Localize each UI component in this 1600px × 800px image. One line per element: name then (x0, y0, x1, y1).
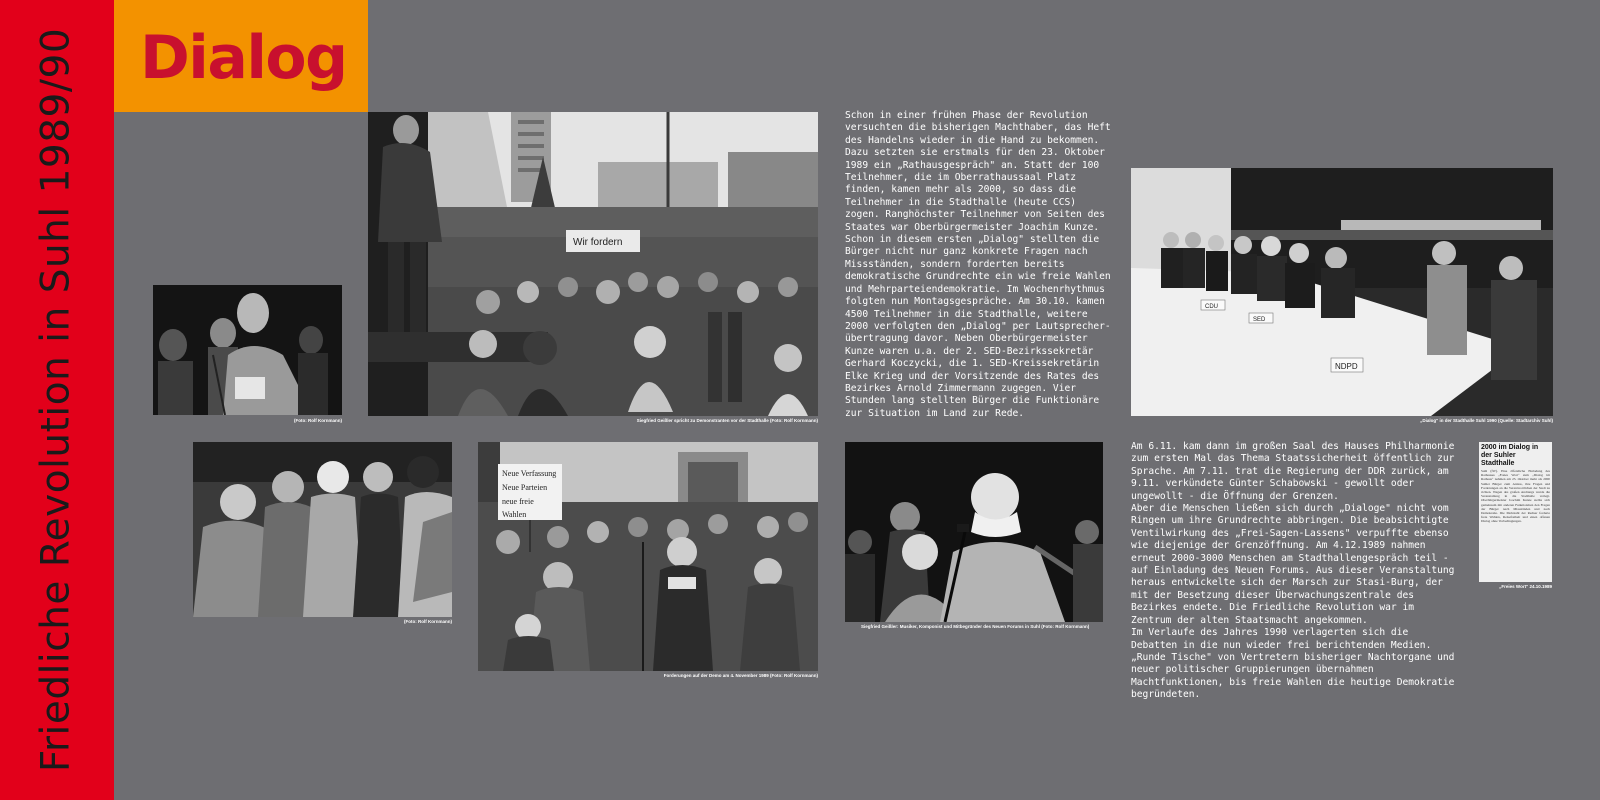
clipping-headline: 2000 im Dialog in der Suhler Stadthalle (1481, 444, 1539, 467)
photo-4-caption: (Foto: Rolf Kornmann) (404, 619, 452, 624)
page-title: Dialog (140, 23, 347, 93)
photo-2-caption: Siegfried Geißler spricht zu Demonstranten vor der Stadthalle (Foto: Rolf Kornmann) (636, 418, 818, 423)
sign-line-2: Neue Parteien (502, 483, 548, 492)
header-box (114, 0, 368, 112)
table-sign-cdu: CDU (1205, 304, 1218, 310)
clipping-source: „Freies Wort" 24.10.1989 (1499, 584, 1552, 589)
table-sign-ndpd: NDPD (1335, 362, 1358, 371)
photo-family-demo (193, 442, 452, 617)
photo-demo-4-november (478, 442, 818, 671)
sign-line-1: Neue Verfassung (502, 469, 557, 478)
text-block-2: Am 6.11. kam dann im großen Saal des Hauses Philharmonie zum ersten Mal das Thema Staatssicherheit öffentlich zur Sprache. Am 7.11. trat die Regierung der DDR zurück, am 9.11. verkündete Günter Schabowski - gewollt oder ungewollt - die Öffnung der Grenzen. Aber die Menschen ließen sich durch „Dialoge" nicht vom Ringen um ihre Grundrechte abbringen. Die beabsichtigte Ventilwirkung des „Frei-Sagen-Lassens" verpuffte ebenso wie diejenige der Grenzöffnung. Am 4.12.1989 nahmen erneut 2000-3000 Menschen am Stadthallengespräch teil - auf Einladung des Neuen Forums. Aus dieser Veranstaltung heraus entwickelte sich der Marsch zur Stasi-Burg, der mit der Besetzung dieser Überwachungszentrale des Bezirkes endete. Die Friedliche Revolution war im Zentrum der alten Staatsmacht angekommen. Im Verlaufe des Jahres 1990 verlagerten sich die Debatten in die nun wieder frei berichtenden Medien. „Runde Tische" von Vertretern bisheriger Nachtorgane und neuer politischer Gruppierungen übernahmen Machtfunktionen, bis freie Wahlen die heutige Demokratie begründeten. (1131, 441, 1455, 701)
photo-6-caption: Siegfried Geißler: Musiker, Komponist und Mitbegründer des Neuen Forums in Suhl (Foto: Rolf Kornmann) (861, 624, 1090, 629)
sign-line-3: neue freie (502, 497, 534, 506)
photo-5-caption: Forderungen auf der Demo am 4. November 1989 (Foto: Rolf Kornmann) (663, 673, 818, 678)
banner-text: Wir fordern (573, 237, 623, 248)
photo-speaker-reading (153, 285, 342, 415)
text-block-1: Schon in einer frühen Phase der Revolution versuchten die bisherigen Machthaber, das Heft des Handelns wieder in die Hand zu bekommen. Dazu setzten sie erstmals für den 23. Oktober 1989 ein „Rathausgespräch" an. Statt der 100 Teilnehmer, die im Oberrathaussaal Platz finden, kamen mehr als 2000, so dass die Teilnehmer in die Stadthalle (heute CCS) zogen. Ranghöchster Teilnehmer von Seiten des Staates war Oberbürgermeister Joachim Kunze. Schon in diesem ersten „Dialog" stellten die Bürger nicht nur ganz konkrete Fragen nach Missständen, sondern forderten bereits demokratische Grundrechte ein wie freie Wahlen und Mehrparteiendemokratie. Im Wochenrhythmus folgten nun Montagsgespräche. Am 30.10. kamen 4500 Teilnehmer in die Stadthalle, weitere 2000 verfolgten den „Dialog" per Lautsprecher- übertragung davor. Neben Oberbürgermeister Kunze waren u.a. der 2. SED-Bezirkssekretär Gerhard Koczycki, die 1. SED-Kreissekretärin Elke Krieg und der Vorsitzende des Rates des Bezirkes Arnold Zimmermann zugegen. Vier Stunden lang stellten Bürger die Funktionäre zur Situation im Land zur Rede. (845, 110, 1111, 419)
photo-3-caption: „Dialog" in der Stadthalle Suhl 1990 (Quelle: Stadtarchiv Suhl) (1420, 418, 1553, 423)
photo-siegfried-geissler (845, 442, 1103, 622)
newspaper-clipping (1479, 442, 1552, 582)
table-sign-sed: SED (1253, 317, 1266, 323)
photo-dialog-stadthalle (1131, 168, 1553, 416)
photo-demonstration-stadthalle (368, 112, 818, 416)
sign-line-4: Wahlen (502, 510, 527, 519)
sidebar-title: Friedliche Revolution in Suhl 1989/90 (33, 27, 79, 773)
photo-1-caption: (Foto: Rolf Kornmann) (294, 418, 342, 423)
clipping-body: Suhl (fW). Eine öffentliche Einladung des Rathauses „Freies Wort“ zum „Dialog im Rathaus“ nahmen am 23. Oktober mehr als 2000 Suhler Bürger zum Anlass, ihre Fragen und Forderungen an die Verantwortlichen der Stadt zu richten. Wegen des großen Andrangs wurde die Veranstaltung in die Stadthalle verlegt. Oberbürgermeister Joachim Kunze stellte sich gemeinsam mit anderen Funktionären den Fragen der Bürger nach Missständen und nach Demokratie. Die Mehrzahl der Redner forderte freie Wahlen, Reisefreiheit und einen offenen Dialog ohne Vorbedingungen. (1481, 469, 1550, 524)
sidebar (0, 0, 114, 800)
